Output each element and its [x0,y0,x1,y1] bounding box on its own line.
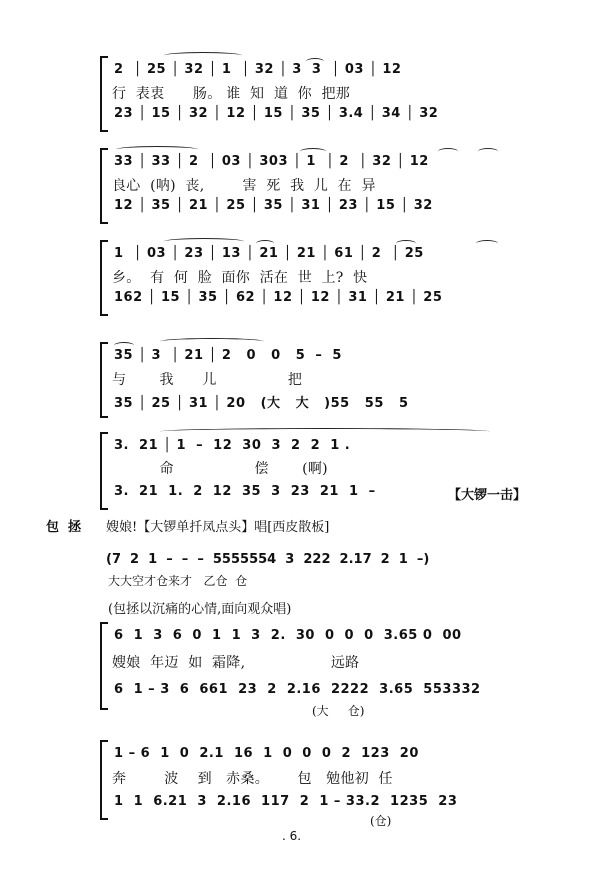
system-brace [100,622,108,710]
accompaniment-line: 23 │ 15 │ 32 │ 12 │ 15 │ 35 │ 3.4 │ 34 │ 32 [114,106,439,121]
system-brace [100,240,108,316]
lyric-line: 奔 波 到 赤桑。 包 勉他初 任 [112,771,393,787]
stage-direction: (包拯以沉痛的心情,面向观众唱) [108,602,292,617]
system-brace [100,56,108,132]
vocal-line: 3. 21 │ 1 – 12 30 3 2 2 1 . [114,438,351,453]
lyric-line: 命 偿 (啊) [112,461,328,477]
score-system-2 [0,142,600,222]
score-system-3 [0,234,600,314]
page-number: . 6. [282,829,302,843]
slur-mark [438,148,458,155]
cue-text: 嫂娘!【大锣单扦凤点头】唱[西皮散板] [106,520,330,535]
system-brace [100,148,108,224]
slur-mark [164,52,242,59]
score-system-5 [0,428,600,508]
slur-mark [114,342,134,349]
system-brace [100,432,108,510]
accompaniment-line: 6 1 – 3 6 661 23 2 2.16 2222 3.65 553332 [114,682,481,697]
vocal-line: 35 │ 3 │ 21 │ 2 0 0 5 – 5 [114,348,342,363]
accompaniment-line: 3. 21 1. 2 12 35 3 23 21 1 – [114,484,376,499]
percussion-notes: (7 2 1 – – – 5555554 3 222 2.17 2 1 –) [106,552,430,567]
lyric-line: 乡。 有 何 脸 面你 活在 世 上? 快 [112,270,368,286]
slur-mark [396,240,416,247]
system-brace [100,342,108,418]
vocal-line: 6 1 3 6 0 1 1 3 2. 30 0 0 0 3.65 0 00 [114,628,462,643]
lyric-line: 良心 (呐) 丧, 害 死 我 儿 在 异 [112,178,376,194]
vocal-line: 2 │ 25 │ 32 │ 1 │ 32 │ 3 3 │ 03 │ 12 [114,62,402,77]
role-name: 包 拯 [46,520,82,535]
accompaniment-cue: (仓) [370,814,392,828]
slur-mark [300,148,326,155]
score-system-4 [0,336,600,416]
vocal-line: 33 │ 33 │ 2 │ 03 │ 303 │ 1 │ 2 │ 32 │ 12 [114,154,429,169]
slur-mark [164,238,244,245]
lyric-line: 行 表衷 肠。 谁 知 道 你 把那 [112,86,351,102]
vocal-line: 1 │ 03 │ 23 │ 13 │ 21 │ 21 │ 61 │ 2 │ 25 [114,246,424,261]
system-brace [100,740,108,820]
score-system-6 [0,616,600,718]
slur-mark [306,58,324,65]
lyric-line: 与 我 儿 把 [112,372,303,388]
accompaniment-line: 1 1 6.21 3 2.16 117 2 1 – 33.2 1235 23 [114,794,458,809]
score-system-1 [0,50,600,130]
slur-mark [478,148,498,155]
percussion-cue: 【大锣一击】 [448,488,527,503]
slur-mark [116,146,198,153]
vocal-line: 1 – 6 1 0 2.1 16 1 0 0 0 2 123 20 [114,746,419,761]
score-system-7 [0,734,600,828]
accompaniment-line: 35 │ 25 │ 31 │ 20 (大 大 )55 55 5 [114,396,409,411]
accompaniment-line: 162 │ 15 │ 35 │ 62 │ 12 │ 12 │ 31 │ 21 │ 25 [114,290,443,305]
lyric-line: 嫂娘 年迈 如 霜降, 远路 [112,655,360,671]
percussion-syllables: 大大空才仓来才 乙仓 仓 [108,574,248,588]
slur-mark [256,240,274,247]
accompaniment-line: 12 │ 35 │ 21 │ 25 │ 35 │ 31 │ 23 │ 15 │ 32 [114,198,433,213]
slur-mark [160,428,490,435]
slur-mark [476,240,498,247]
accompaniment-cue: (大 仓) [312,704,365,718]
slur-mark [160,338,264,345]
